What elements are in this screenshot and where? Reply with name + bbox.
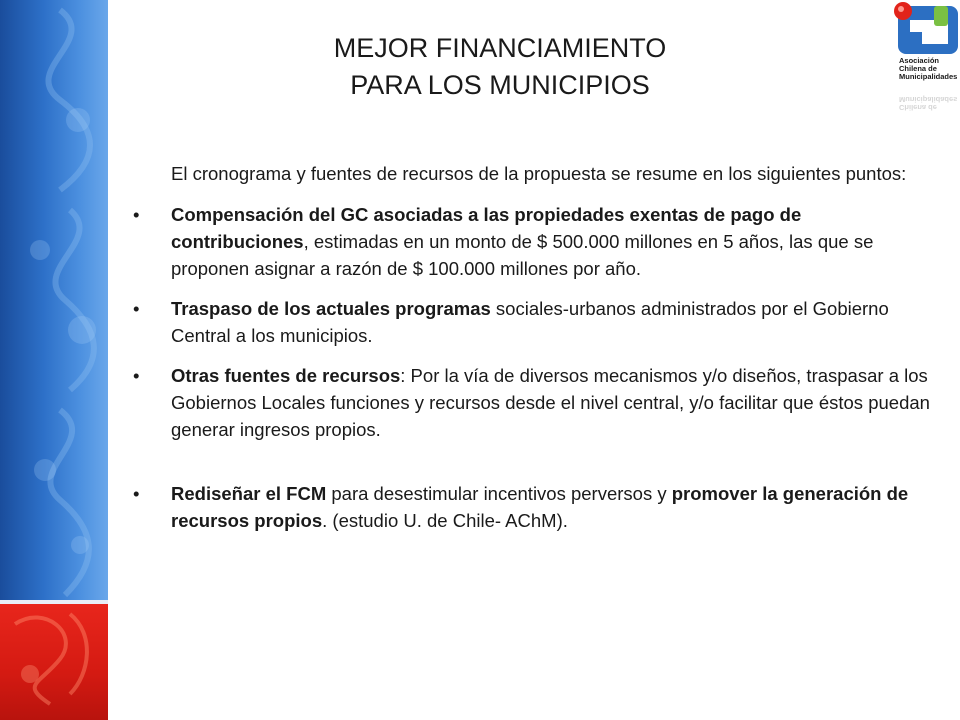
bullet-bold-text: Otras fuentes de recursos	[171, 365, 401, 386]
bullet-item-otras-fuentes	[130, 362, 935, 443]
slide-title	[230, 30, 770, 104]
swirl-pattern	[0, 0, 108, 604]
achm-logo	[888, 0, 960, 125]
bullet-dot: •	[133, 365, 140, 386]
logo-reflection-line-3: Municipalidades	[899, 95, 958, 104]
logo-mark-icon	[888, 0, 960, 125]
logo-text-line-3: Municipalidades	[899, 72, 958, 81]
bullet-text-2: . (estudio U. de Chile- AChM).	[322, 510, 568, 531]
bullet-text: para desestimular incentivos perversos y	[326, 483, 672, 504]
bullet-text: sociales-urbanos administrados por el Gobierno Central a los municipios.	[171, 298, 889, 346]
bullet-text: , estimadas en un monto de $ 500.000 millones en 5 años, las que se proponen asignar a razón de $ 100.000 millones por año.	[171, 231, 874, 279]
bullet-bold-text: Compensación del GC asociadas a las propiedades exentas de pago de contribuciones	[171, 204, 802, 252]
bullet-item-compensacion	[130, 201, 935, 282]
bullet-dot: •	[133, 298, 140, 319]
title-line-1: MEJOR FINANCIAMIENTO	[333, 33, 667, 63]
logo-text-line-1: Asociación	[899, 56, 940, 65]
bullet-item-traspaso	[130, 295, 935, 349]
title-line-2: PARA LOS MUNICIPIOS	[350, 70, 650, 100]
left-red-decorative-band	[0, 604, 108, 720]
bullet-dot: •	[133, 204, 140, 225]
bullet-dot: •	[133, 483, 140, 504]
bullet-bold-text: Rediseñar el FCM	[171, 483, 327, 504]
logo-reflection-line-2: Chilena de	[899, 103, 937, 112]
bullet-bold-text: Traspaso de los actuales programas	[171, 298, 491, 319]
bullet-bold-text-2: promover la generación de recursos propios	[171, 483, 909, 531]
intro-paragraph: El cronograma y fuentes de recursos de la propuesta se resume en los siguientes puntos:	[171, 163, 907, 184]
logo-text-line-2: Chilena de	[899, 64, 937, 73]
slide-body	[130, 160, 935, 547]
bullet-item-redisenar-fcm	[130, 480, 935, 534]
left-blue-decorative-band	[0, 0, 108, 604]
red-swirl-pattern	[0, 604, 108, 720]
bullet-text: : Por la vía de diversos mecanismos y/o diseños, traspasar a los Gobiernos Locales funciones y recursos desde el nivel central, y/o facilitar que éstos puedan generar ingresos propios.	[171, 365, 930, 440]
spacer	[130, 456, 935, 480]
